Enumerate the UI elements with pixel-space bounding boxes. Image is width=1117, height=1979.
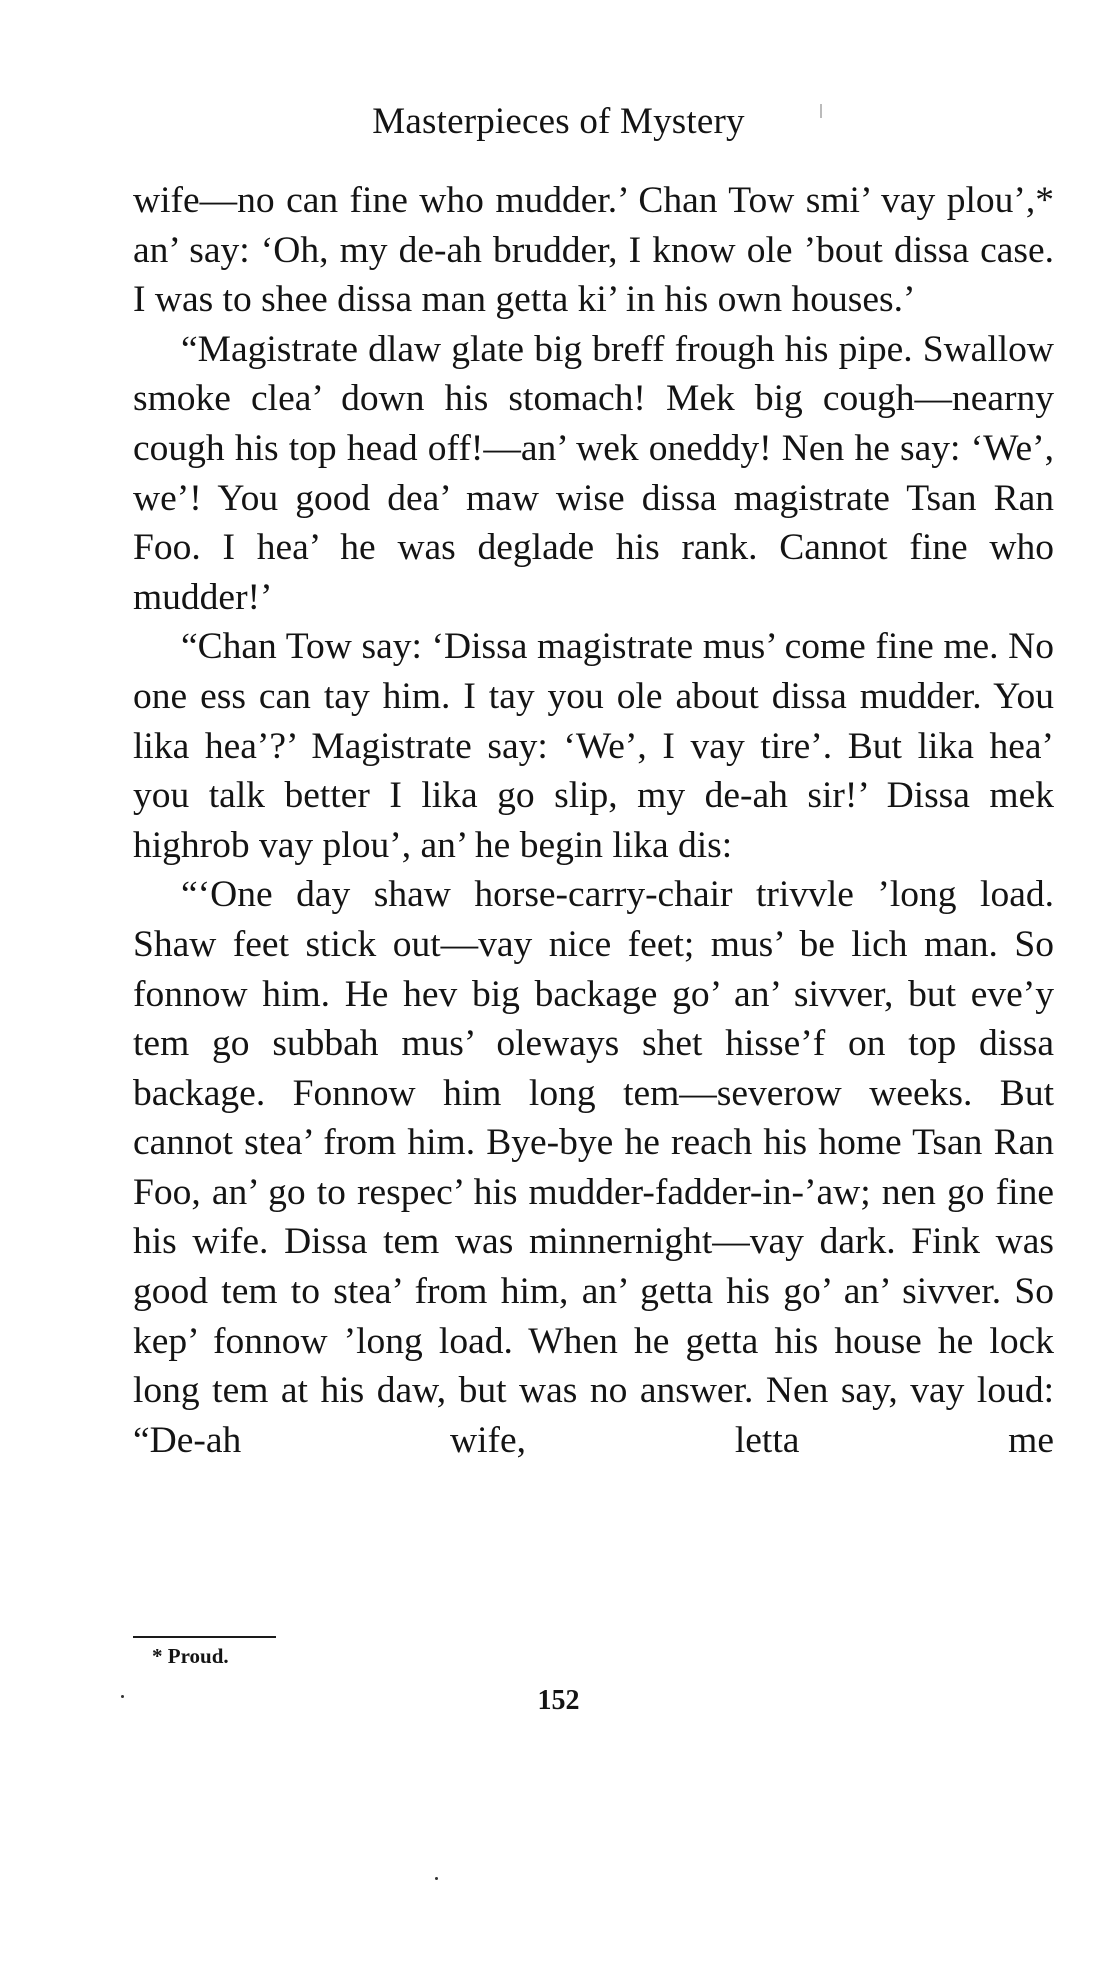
print-speck [121,1695,124,1698]
paragraph-1: wife—no can fine who mudder.’ Chan Tow smi’ vay plou’,* an’ say: ‘Oh, my de-ah brudder, I know ole ’bout dissa case. I was to shee dissa man getta ki’ in his own houses.’ [133,180,1054,321]
footnote-rule [133,1636,276,1638]
page-number: 152 [537,1685,580,1716]
paragraph-2: “Magistrate dlaw glate big breff frough his pipe. Swallow smoke clea’ down his stomach! Mek big cough—nearny cough his top head off!—an’ wek oneddy! Nen he say: ‘We’, we’! You good dea’ maw wise dissa magistrate Tsan Ran Foo. I hea’ he was deglade his rank. Cannot fine who mudder!’ [133,328,1054,618]
running-head: Masterpieces of Mystery [372,101,745,142]
footnote: * Proud. [152,1644,229,1668]
paragraph-3: “Chan Tow say: ‘Dissa magistrate mus’ come fine me. No one ess can tay him. I tay you ole about dissa mudder. You lika hea’?’ Magistrate say: ‘We’, I vay tire’. But lika hea’ you talk better I lika go slip, my de-ah sir!’ Dissa mek highrob vay plou’, an’ he begin lika dis: [133,626,1054,866]
body-text [133,176,1054,1465]
print-speck [820,104,822,118]
print-speck [435,1877,438,1880]
paragraph-4: “‘One day shaw horse-carry-chair trivvle ’long load. Shaw feet stick out—vay nice feet; mus’ be lich man. So fonnow him. He hev big backage go’ an’ sivver, but eve’y tem go subbah mus’ oleways shet hisse’f on top dissa backage. Fonnow him long tem—severow weeks. But cannot stea’ from him. Bye-bye he reach his home Tsan Ran Foo, an’ go to respec’ his mudder-fadder-in-’aw; nen go fine his wife. Dissa tem was minnernight—vay dark. Fink was good tem to stea’ from him, an’ getta his go’ an’ sivver. So kep’ fonnow ’long load. When he getta his house he lock long tem at his daw, but was no answer. Nen say, vay loud: “De-ah wife, letta me [133,874,1054,1461]
